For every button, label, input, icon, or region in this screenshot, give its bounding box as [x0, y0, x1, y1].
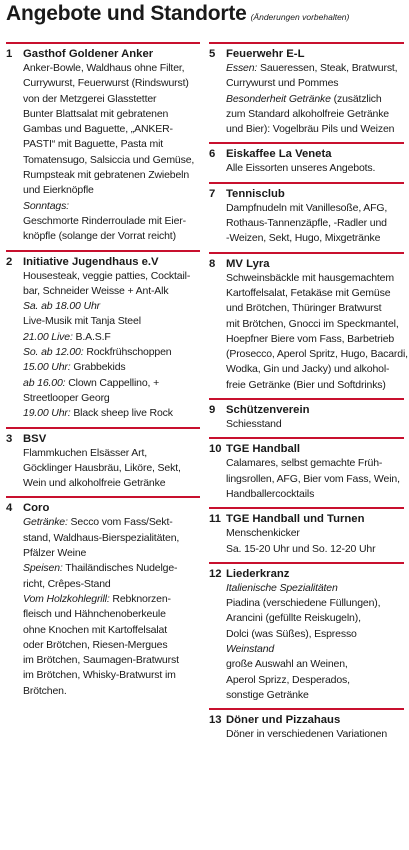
line-text: Aperol Sprizz, Desperados,: [226, 673, 350, 686]
line-text: freie Getränke (Bier und Softdrinks): [226, 378, 386, 391]
description-line: [23, 461, 200, 476]
italic-label: Getränke:: [23, 516, 68, 529]
line-text: Thailändisches Nudelge-: [65, 562, 178, 575]
location-entry: [209, 708, 404, 747]
description-line: [226, 161, 404, 176]
description-line: [226, 107, 404, 122]
line-text: Brötchen.: [23, 684, 67, 697]
entry-header: [6, 47, 200, 61]
left-column: [6, 42, 200, 704]
entry-number: 3: [6, 432, 13, 445]
line-text: im Brötchen, Saumagen-Bratwurst: [23, 654, 179, 667]
line-text: und Bier): Vogelbräu Pils und Weizen: [226, 123, 395, 136]
description-line: [226, 216, 404, 231]
location-entry: [209, 437, 404, 507]
description-line: [23, 168, 200, 183]
entry-description: [6, 269, 200, 422]
entry-description: [209, 161, 404, 176]
description-line: [226, 472, 404, 487]
line-text: Wodka, Gin und Jacky) und alkohol-: [226, 363, 390, 376]
location-entry: [209, 182, 404, 252]
description-line: [23, 561, 200, 576]
description-line: [226, 201, 404, 216]
location-entry: [6, 496, 200, 704]
line-text: und Eierknöpfle: [23, 184, 94, 197]
entry-number: 10: [209, 443, 222, 456]
line-text: Black sheep live Rock: [73, 407, 173, 420]
description-line: [23, 376, 200, 391]
description-line: [23, 668, 200, 683]
description-line: [226, 642, 404, 657]
description-line: [23, 76, 200, 91]
description-line: [226, 231, 404, 246]
line-text: Grabbekids: [73, 361, 126, 374]
page-header: [6, 2, 349, 38]
description-line: [23, 577, 200, 592]
description-line: [226, 417, 404, 432]
entry-name: Feuerwehr E-L: [226, 48, 305, 60]
line-text: Göcklinger Hausbräu, Liköre, Sekt,: [23, 461, 181, 474]
line-text: Wein und alkoholfreie Getränke: [23, 477, 166, 490]
entry-name: Coro: [23, 502, 50, 515]
entry-number: 8: [209, 257, 216, 270]
line-text: Schiesstand: [226, 418, 282, 431]
description-line: [23, 330, 200, 345]
italic-label: So. ab 12.00:: [23, 346, 84, 359]
entry-name: TGE Handball: [226, 443, 301, 456]
location-entry: [209, 252, 408, 398]
description-line: [226, 92, 404, 107]
line-text: Pfälzer Weine: [23, 547, 87, 560]
description-line: [226, 627, 404, 642]
entry-description: [209, 727, 404, 742]
location-entry: [209, 42, 404, 142]
line-text: richt, Crêpes-Stand: [23, 577, 111, 590]
line-text: Anker-Bowle, Waldhaus ohne Filter,: [23, 62, 185, 74]
line-text: Housesteak, veggie patties, Cocktail-: [23, 269, 191, 282]
line-text: Geschmorte Rinderroulade mit Eier-: [23, 214, 186, 227]
line-text: lingsrollen, AFG, Bier vom Fass, Wein,: [226, 472, 400, 485]
italic-label: Vom Holzkohlegrill:: [23, 592, 110, 605]
entry-name: Gasthof Goldener Anker: [23, 48, 154, 60]
entry-header: [6, 255, 200, 269]
entry-header: [209, 567, 404, 581]
entry-name: Liederkranz: [226, 567, 290, 580]
description-line: [226, 526, 404, 541]
line-text: von der Metzgerei Glasstetter: [23, 92, 157, 105]
line-text: Currywurst, Feuerwurst (Rindswurst): [23, 77, 189, 90]
description-line: [226, 542, 404, 557]
line-text: stand, Waldhaus-Bierspezialitäten,: [23, 531, 180, 544]
entry-description: [6, 446, 200, 492]
location-entry: [209, 507, 404, 562]
entry-header: [209, 403, 404, 417]
italic-label: ab 16.00:: [23, 376, 66, 389]
entry-name: MV Lyra: [226, 257, 270, 270]
italic-label: 15.00 Uhr:: [23, 361, 71, 374]
line-text: im Brötchen, Whisky-Bratwurst im: [23, 669, 176, 682]
entry-number: 4: [6, 502, 13, 515]
description-line: [226, 487, 404, 502]
italic-label: Essen:: [226, 62, 258, 74]
entry-description: [209, 271, 408, 393]
entry-number: 1: [6, 48, 13, 60]
description-line: [226, 271, 404, 286]
line-text: Saueressen, Steak, Bratwurst,: [259, 62, 398, 74]
line-text: große Auswahl an Weinen,: [226, 658, 348, 671]
description-line: [23, 61, 200, 76]
entry-number: 11: [209, 513, 221, 526]
italic-label: Besonderheit Getränke: [226, 92, 331, 105]
location-entry: [209, 142, 404, 181]
line-text: Bunter Blattsalat mit gebratenen: [23, 107, 169, 120]
line-text: sonstige Getränke: [226, 688, 309, 701]
line-text: Streetlooper Georg: [23, 391, 110, 404]
entry-number: 2: [6, 255, 13, 268]
line-text: Menschenkicker: [226, 527, 300, 540]
line-text: Arancini (gefüllte Reiskugeln),: [226, 612, 361, 625]
line-text: zum Standard alkoholfreie Getränke: [226, 107, 389, 120]
entry-number: 5: [209, 48, 216, 60]
description-line: [23, 638, 200, 653]
entry-header: [6, 501, 200, 515]
line-text: Schweinsbäckle mit hausgemachtem: [226, 271, 394, 284]
description-line: [226, 76, 404, 91]
entry-name: TGE Handball und Turnen: [226, 513, 365, 526]
line-text: und Brötchen, Thüringer Bratwurst: [226, 302, 382, 315]
description-line: [23, 183, 200, 198]
entry-description: [209, 581, 404, 703]
entry-number: 12: [209, 567, 222, 580]
location-entry: [6, 427, 200, 497]
entry-header: [6, 432, 200, 446]
location-entry: [6, 42, 200, 250]
line-text: -Weizen, Sekt, Hugo, Mixgetränke: [226, 232, 381, 245]
line-text: Calamares, selbst gemachte Früh-: [226, 457, 383, 470]
line-text: mit Brötchen, Gnocci im Speckmantel,: [226, 317, 399, 330]
description-line: [23, 284, 200, 299]
italic-label: 19.00 Uhr:: [23, 407, 71, 420]
line-text: Live-Musik mit Tanja Steel: [23, 315, 141, 328]
entry-name: BSV: [23, 432, 47, 445]
line-text: bar, Schneider Weisse + Ant-Alk: [23, 284, 169, 297]
entry-description: [6, 515, 200, 699]
entry-name: Initiative Jugendhaus e.V: [23, 255, 159, 268]
italic-label: Sonntags:: [23, 199, 69, 212]
line-text: Rebknorzen-: [112, 592, 171, 605]
line-text: Tomatensugo, Salsiccia und Gemüse,: [23, 153, 195, 166]
line-text: Handballercocktails: [226, 487, 315, 500]
line-text: ohne Knochen mit Kartoffelsalat: [23, 623, 168, 636]
description-line: [226, 332, 404, 347]
entry-description: [209, 201, 404, 247]
italic-label: Italienische Spezialitäten: [226, 581, 338, 594]
line-text: Flammkuchen Elsässer Art,: [23, 446, 148, 459]
description-line: [226, 286, 404, 301]
entry-number: 6: [209, 148, 216, 161]
entry-description: [209, 456, 404, 502]
description-line: [23, 269, 200, 284]
entry-header: [209, 442, 404, 456]
description-line: [23, 122, 200, 137]
description-line: [23, 515, 200, 530]
line-text: Piadina (verschiedene Füllungen),: [226, 597, 381, 610]
description-line: [226, 347, 408, 362]
description-line: [23, 360, 200, 375]
description-line: [23, 546, 200, 561]
description-line: [23, 623, 200, 638]
description-line: [226, 378, 404, 393]
description-line: [226, 727, 404, 742]
italic-label: Sa. ab 18.00 Uhr: [23, 300, 100, 313]
entry-description: [6, 61, 200, 245]
description-line: [23, 214, 200, 229]
entry-header: [209, 47, 404, 61]
description-line: [23, 607, 200, 622]
line-text: Döner in verschiedenen Variationen: [226, 728, 388, 741]
location-entry: [6, 250, 200, 427]
line-text: Rothaus-Tannenzäpfle, -Radler und: [226, 217, 387, 230]
description-line: [226, 362, 404, 377]
line-text: PASTI“ mit Baguette, Pasta mit: [23, 138, 164, 151]
description-line: [23, 107, 200, 122]
description-line: [226, 581, 404, 596]
entry-name: Döner und Pizzahaus: [226, 714, 341, 727]
italic-label: Speisen:: [23, 562, 63, 575]
entry-header: [209, 147, 404, 161]
line-text: Clown Cappellino, +: [68, 376, 160, 389]
description-line: [23, 406, 200, 421]
description-line: [226, 301, 404, 316]
entry-description: [209, 526, 404, 557]
description-line: [23, 137, 200, 152]
entry-number: 9: [209, 404, 216, 417]
description-line: [226, 596, 404, 611]
description-line: [23, 345, 200, 360]
line-text: Gambas und Baguette, „ANKER-: [23, 123, 173, 136]
description-line: [23, 446, 200, 461]
entry-header: [209, 257, 404, 271]
description-line: [23, 199, 200, 214]
description-line: [23, 592, 200, 607]
entry-name: Eiskaffee La Veneta: [226, 148, 332, 161]
description-line: [226, 657, 404, 672]
entry-description: [209, 61, 404, 137]
description-line: [23, 476, 200, 491]
entry-name: Schützenverein: [226, 404, 310, 417]
description-line: [23, 391, 200, 406]
description-line: [226, 611, 404, 626]
description-line: [23, 684, 200, 699]
description-line: [226, 122, 404, 137]
entry-description: [209, 417, 404, 432]
line-text: Rockfrühschoppen: [86, 346, 172, 359]
line-text: Sa. 15-20 Uhr und So. 12-20 Uhr: [226, 542, 376, 555]
line-text: Dolci (was Süßes), Espresso: [226, 627, 357, 640]
description-line: [23, 653, 200, 668]
line-text: Currywurst und Pommes: [226, 77, 339, 90]
location-entry: [209, 562, 404, 708]
description-line: [23, 531, 200, 546]
description-line: [23, 229, 200, 244]
line-text: oder Brötchen, Riesen-Mergues: [23, 638, 168, 651]
description-line: [226, 688, 404, 703]
line-text: knöpfle (solange der Vorrat reicht): [23, 230, 176, 243]
entry-number: 13: [209, 714, 222, 727]
entry-header: [209, 713, 404, 727]
description-line: [226, 61, 404, 76]
line-text: (zusätzlich: [333, 92, 382, 105]
entry-header: [209, 512, 404, 526]
line-text: B.A.S.F: [75, 330, 111, 343]
description-line: [226, 317, 404, 332]
page-note: (Änderungen vorbehalten): [250, 12, 350, 22]
page-title: Angebote und Standorte: [6, 2, 247, 25]
description-line: [23, 153, 200, 168]
line-text: Dampfnudeln mit Vanillesoße, AFG,: [226, 201, 388, 214]
line-text: Secco vom Fass/Sekt-: [70, 516, 173, 529]
description-line: [23, 299, 200, 314]
right-column: [209, 42, 408, 748]
description-line: [23, 314, 200, 329]
line-text: Rumpsteak mit gebratenen Zwiebeln: [23, 169, 190, 182]
line-text: Kartoffelsalat, Fetakäse mit Gemüse: [226, 286, 391, 299]
description-line: [226, 456, 404, 471]
line-text: (Prosecco, Aperol Spritz, Hugo, Bacardi,: [226, 348, 408, 361]
line-text: Hoepfner Biere vom Fass, Barbetrieb: [226, 332, 395, 345]
description-line: [226, 673, 404, 688]
description-line: [23, 92, 200, 107]
line-text: Alle Eissorten unseres Angebots.: [226, 162, 376, 175]
line-text: fleisch und Hähnchenoberkeule: [23, 608, 166, 621]
entry-name: Tennisclub: [226, 187, 285, 200]
location-entry: [209, 398, 404, 437]
entry-header: [209, 187, 404, 201]
entry-number: 7: [209, 187, 216, 200]
italic-label: Weinstand: [226, 643, 275, 656]
italic-label: 21.00 Live:: [23, 330, 73, 343]
